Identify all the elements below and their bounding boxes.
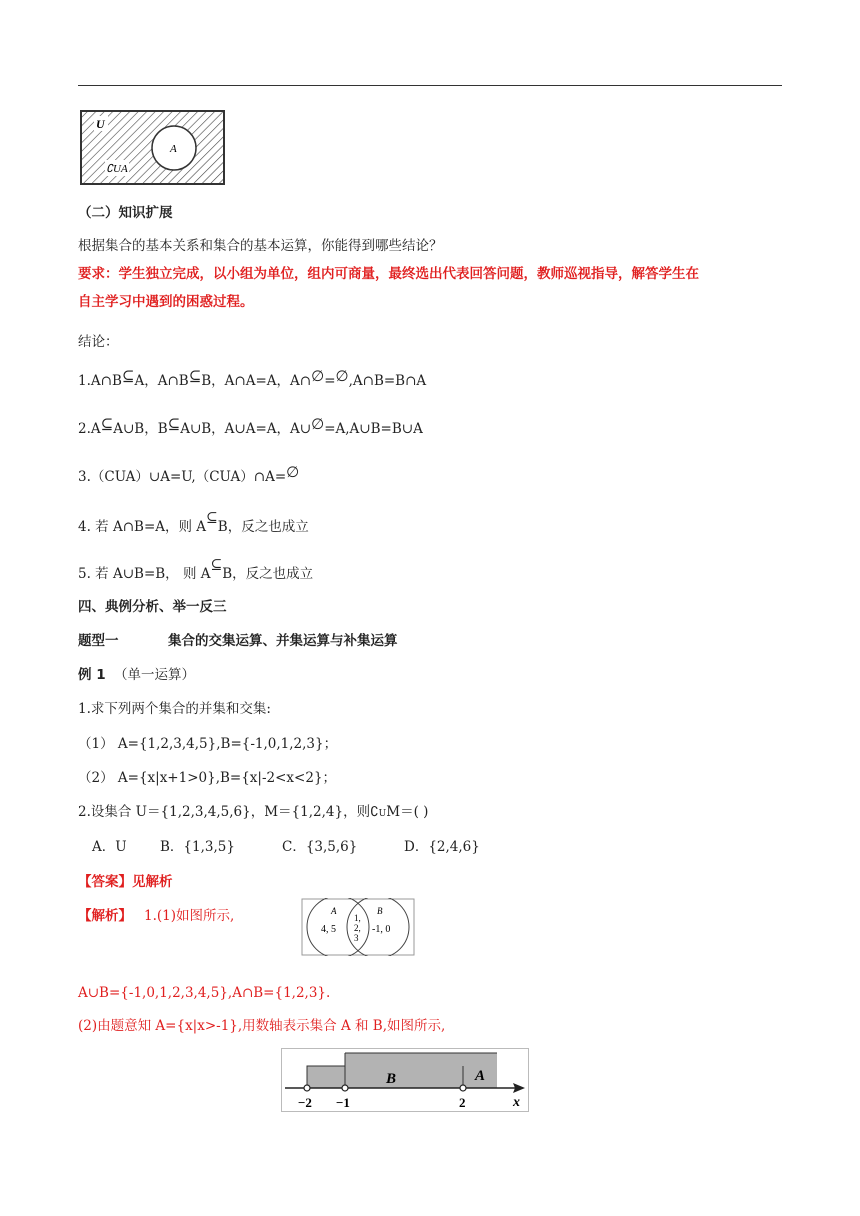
tick-label-neg2: −2 [298, 1095, 312, 1110]
option-b: B．{1,3,5} [160, 839, 235, 855]
venn-mid-value-1: 1, [354, 913, 361, 923]
tick-label-2: 2 [459, 1095, 466, 1110]
conclusion-label: 结论： [78, 334, 119, 350]
set-b-label: B [386, 1071, 397, 1087]
example1-label: 例 1 [78, 667, 106, 683]
complement-venn-diagram [80, 110, 226, 186]
number-line-diagram [281, 1048, 529, 1112]
conclusion-5: 5. 若 A∪B=B， 则 A⊆B，反之也成立 [78, 557, 314, 582]
axis-label-x: x [513, 1095, 520, 1110]
tick-label-neg1: −1 [336, 1095, 350, 1110]
complement-label: ∁UA [106, 163, 128, 175]
conclusion-4: 4. 若 A∩B=A，则 A⊆B，反之也成立 [78, 510, 309, 535]
analysis-label: 【解析】 [78, 908, 132, 924]
set-a-label: A [170, 143, 177, 155]
venn-left-values: 4, 5 [321, 924, 336, 935]
analysis-part-2: (2)由题意知 A={x|x>-1},用数轴表示集合 A 和 B,如图所示, [78, 1018, 446, 1034]
universal-set-label: U [96, 117, 105, 131]
option-a: A．U [92, 839, 127, 855]
question-text: 根据集合的基本关系和集合的基本运算，你能得到哪些结论？ [78, 238, 443, 254]
requirement-line-2: 自主学习中遇到的困惑过程。 [78, 294, 254, 310]
option-d: D．{2,4,6} [404, 839, 480, 855]
venn-set-a-label: A [331, 906, 337, 916]
venn-set-b-label: B [377, 906, 383, 916]
header-rule [78, 85, 782, 86]
question-1-part-1: （1） A={1,2,3,4,5},B={-1,0,1,2,3}； [78, 736, 338, 752]
result-1: A∪B={-1,0,1,2,3,4,5},A∩B={1,2,3}. [78, 985, 331, 1001]
question-1-part-2: （2） A={x|x+1>0},B={x|-2<x<2}； [78, 770, 337, 786]
conclusion-3: 3.（CUA）∪A=U,（CUA）∩A=∅ [78, 463, 300, 485]
option-c: C．{3,5,6} [282, 839, 358, 855]
section-title-knowledge-extension: （二）知识扩展 [78, 205, 173, 221]
answer-text: 【答案】见解析 [78, 874, 173, 890]
question-2: 2.设集合 U＝{1,2,3,4,5,6}，M＝{1,2,4}，则∁UM＝( ) [78, 804, 429, 820]
set-a-label: A [475, 1068, 486, 1084]
venn-right-values: -1, 0 [372, 924, 391, 935]
question-1: 1.求下列两个集合的并集和交集: [78, 701, 271, 717]
type1-label: 题型一 [78, 633, 119, 649]
analysis-part-1: 1.(1)如图所示, [144, 908, 235, 924]
example1-subtitle: （单一运算） [114, 667, 195, 683]
union-intersection-venn-diagram [301, 898, 415, 956]
type1-title: 集合的交集运算、并集运算与补集运算 [168, 633, 398, 649]
conclusion-2: 2.A⊆A∪B，B⊆A∪B，A∪A=A，A∪∅=A,A∪B=B∪A [78, 415, 423, 437]
conclusion-1: 1.A∩B⊆A，A∩B⊆B，A∩A=A，A∩∅=∅,A∩B=B∩A [78, 367, 427, 389]
requirement-line-1: 要求：学生独立完成，以小组为单位，组内可商量，最终选出代表回答问题，教师巡视指导，解答学生在 [78, 266, 699, 282]
venn-mid-value-2: 2, [354, 923, 361, 933]
venn-mid-value-3: 3 [354, 933, 359, 943]
section-title-examples: 四、典例分析、举一反三 [78, 599, 227, 615]
